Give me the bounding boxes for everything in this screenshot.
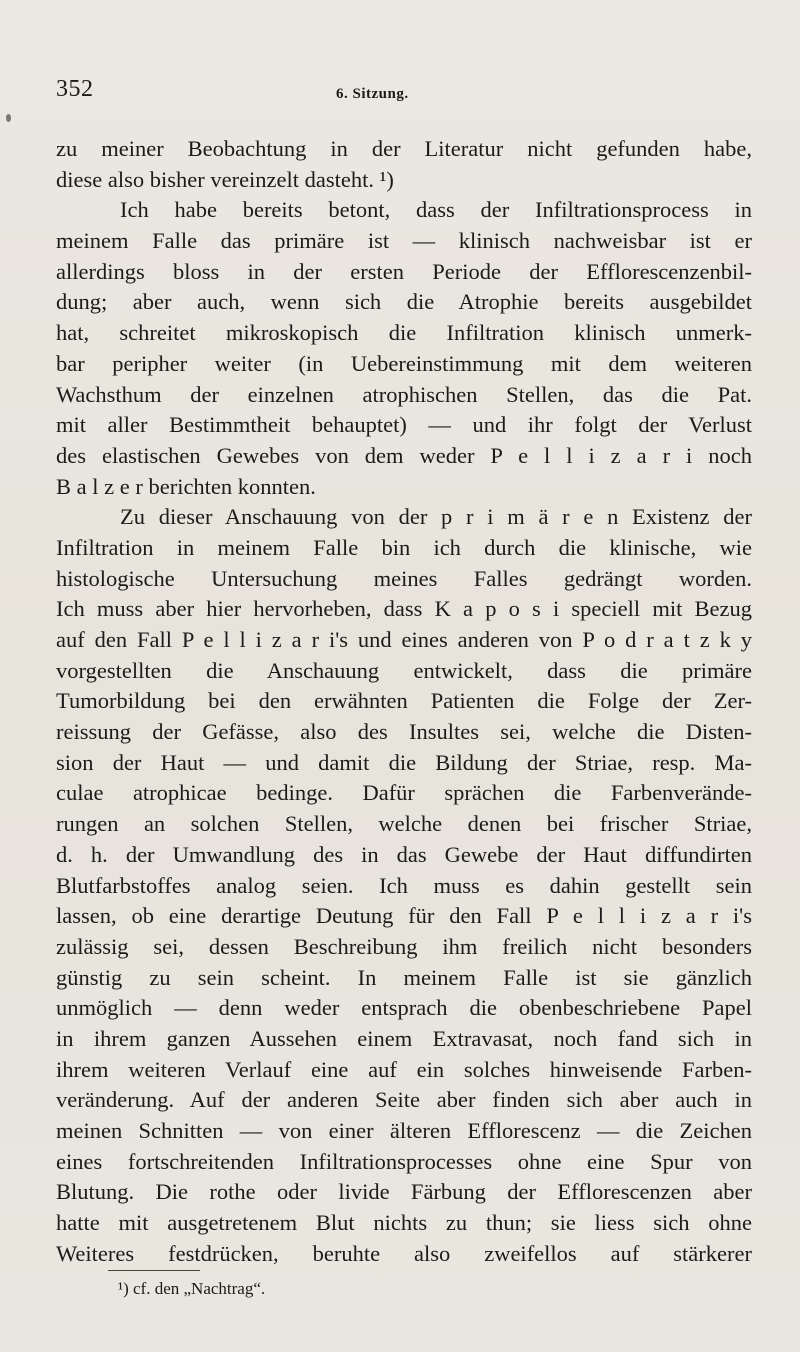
text-line: diese also bisher vereinzelt dasteht. ¹) xyxy=(56,166,394,192)
text-line: d. h. der Umwandlung des in das Gewebe der Haut diffundirten xyxy=(56,841,752,867)
text-line: hat, schreitet mikroskopisch die Infiltration klinisch unmerk- xyxy=(56,320,752,346)
text-line: mit aller Bestimmtheit behauptet) — und ihr folgt der Verlust xyxy=(56,412,752,438)
text-line: hatte mit ausgetretenem Blut nichts zu thun; sie liess sich ohne xyxy=(56,1210,752,1236)
footnote-rule xyxy=(108,1270,200,1271)
paper-speck xyxy=(6,114,11,122)
text-line: Tumorbildung bei den erwähnten Patienten die Folge der Zer- xyxy=(56,688,752,714)
running-head: 6. Sitzung. xyxy=(336,86,409,102)
text-line: veränderung. Auf der anderen Seite aber finden sich aber auch in xyxy=(56,1087,752,1113)
text-line: vorgestellten die Anschauung entwickelt, dass die primäre xyxy=(56,657,752,683)
text-line: allerdings bloss in der ersten Periode der Efflorescenzenbil- xyxy=(56,258,752,284)
text-line: meinen Schnitten — von einer älteren Efflorescenz — die Zeichen xyxy=(56,1118,752,1143)
text-line: B a l z e r berichten konnten. xyxy=(56,473,316,499)
text-line: des elastischen Gewebes von dem weder P e l l i z a r i noch xyxy=(56,442,752,468)
text-line: dung; aber auch, wenn sich die Atrophie bereits ausgebildet xyxy=(56,289,752,315)
page-number: 352 xyxy=(56,76,94,102)
text-line: reissung der Gefässe, also des Insultes sei, welche die Disten- xyxy=(56,719,752,745)
text-line: rungen an solchen Stellen, welche denen bei frischer Striae, xyxy=(56,811,752,837)
text-line: Ich muss aber hier hervorheben, dass K a p o s i speciell mit Bezug xyxy=(56,596,752,622)
text-line: günstig zu sein scheint. In meinem Falle ist sie gänzlich xyxy=(56,964,752,990)
text-line: lassen, ob eine derartige Deutung für den Fall P e l l i z a r i's xyxy=(56,903,752,929)
footnote: ¹) cf. den „Nachtrag“. xyxy=(118,1279,266,1298)
text-line: ihrem weiteren Verlauf eine auf ein solches hinweisende Farben- xyxy=(56,1056,752,1082)
text-line: Infiltration in meinem Falle bin ich durch die klinische, wie xyxy=(56,534,752,560)
text-line: auf den Fall P e l l i z a r i's und eines anderen von P o d r a t z k y xyxy=(56,627,752,652)
text-line: Blutung. Die rothe oder livide Färbung der Efflorescenzen aber xyxy=(56,1179,752,1205)
text-line: sion der Haut — und damit die Bildung der Striae, resp. Ma- xyxy=(56,749,752,775)
body-text xyxy=(56,134,752,1269)
text-line: Weiteres festdrücken, beruhte also zweifellos auf stärkerer xyxy=(56,1240,752,1266)
text-line: Blutfarbstoffes analog seien. Ich muss es dahin gestellt sein xyxy=(56,872,752,898)
text-line: Ich habe bereits betont, dass der Infiltrationsprocess in xyxy=(120,197,752,223)
text-line: zu meiner Beobachtung in der Literatur nicht gefunden habe, xyxy=(56,136,752,161)
text-line: in ihrem ganzen Aussehen einem Extravasat, noch fand sich in xyxy=(56,1025,752,1051)
text-line: Wachsthum der einzelnen atrophischen Stellen, das die Pat. xyxy=(56,381,752,407)
text-line: eines fortschreitenden Infiltrationsprocesses ohne eine Spur von xyxy=(56,1148,752,1174)
text-line: histologische Untersuchung meines Falles gedrängt worden. xyxy=(56,565,752,591)
page-header xyxy=(56,76,756,108)
text-line: bar peripher weiter (in Uebereinstimmung mit dem weiteren xyxy=(56,350,752,376)
text-line: Zu dieser Anschauung von der p r i m ä r e n Existenz der xyxy=(120,504,752,530)
text-line: zulässig sei, dessen Beschreibung ihm freilich nicht besonders xyxy=(56,933,752,959)
text-line: meinem Falle das primäre ist — klinisch nachweisbar ist er xyxy=(56,228,752,254)
text-line: unmöglich — denn weder entsprach die obenbeschriebene Papel xyxy=(56,995,752,1021)
text-line: culae atrophicae bedinge. Dafür sprächen die Farbenverände- xyxy=(56,780,752,806)
